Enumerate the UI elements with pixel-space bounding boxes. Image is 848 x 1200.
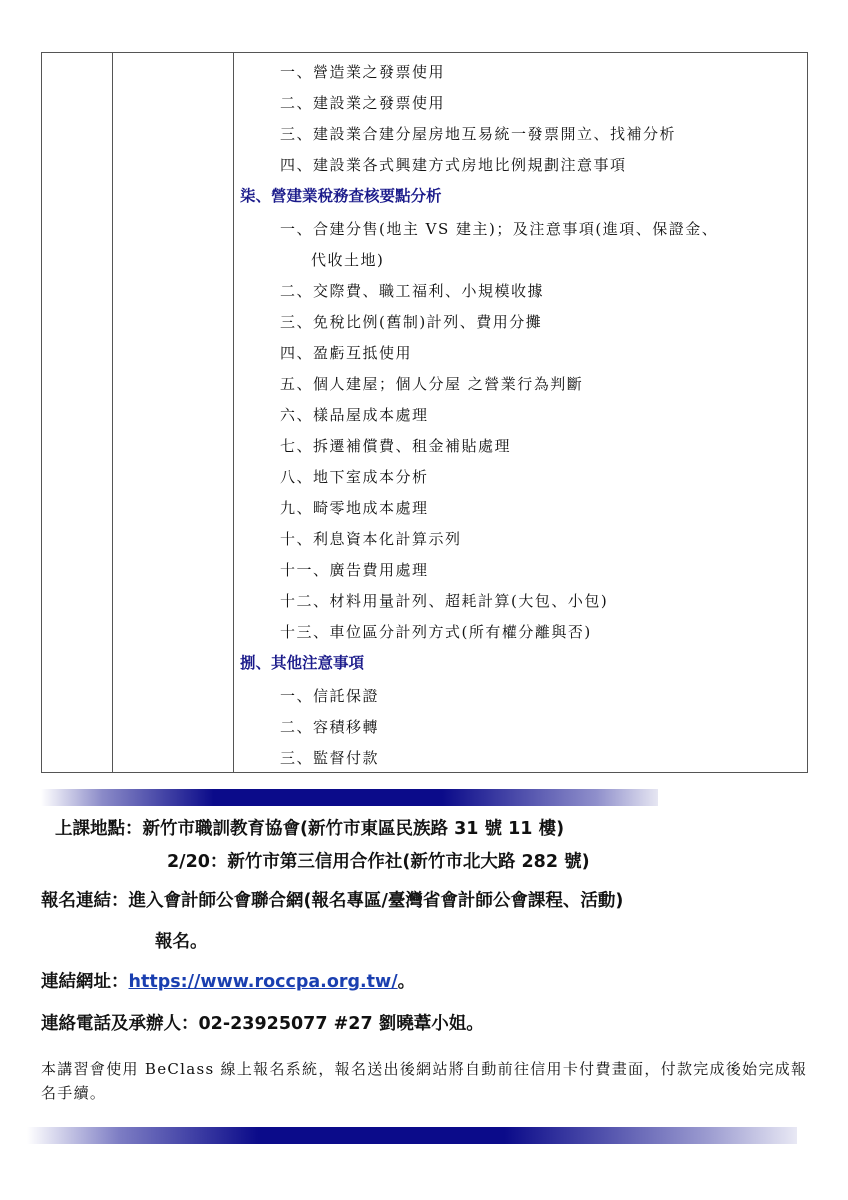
contact-line: 連絡電話及承辦人：02-23925077 #27 劉曉葦小姐。 — [41, 1014, 484, 1034]
signup-line — [41, 889, 623, 913]
outline-item-continued: 代收土地) — [311, 251, 385, 269]
outline-item: 四、盈虧互抵使用 — [280, 344, 413, 362]
outline-item: 六、樣品屋成本處理 — [280, 406, 429, 424]
section-heading: 捌、其他注意事項 — [240, 654, 365, 672]
outline-item: 十、利息資本化計算示列 — [280, 530, 462, 548]
url-line — [41, 970, 415, 994]
location-alt-line: 2/20：新竹市第三信用合作社(新竹市北大路 282 號) — [167, 852, 590, 872]
outline-item: 七、拆遷補償費、租金補貼處理 — [280, 437, 512, 455]
outline-item: 四、建設業各式興建方式房地比例規劃注意事項 — [280, 156, 627, 174]
roccpa-link[interactable]: https://www.roccpa.org.tw/ — [128, 972, 398, 992]
outline-item: 二、建設業之發票使用 — [280, 94, 446, 112]
gradient-bar-bottom — [27, 1127, 797, 1144]
outline-item: 五、個人建屋；個人分屋 之營業行為判斷 — [280, 375, 584, 393]
location-line — [55, 817, 564, 841]
outline-item: 二、容積移轉 — [280, 718, 380, 736]
registration-note: 本講習會使用 BeClass 線上報名系統，報名送出後網站將自動前往信用卡付費畫面，付款完成後始完成報名手續。 — [41, 1060, 808, 1102]
signup-text: 進入會計師公會聯合網(報名專區/臺灣省會計師公會課程、活動) — [128, 891, 624, 911]
outline-item: 九、畸零地成本處理 — [280, 499, 429, 517]
location-value: 新竹市職訓教育協會(新竹市東區民族路 31 號 11 樓) — [142, 819, 565, 839]
outline-table — [41, 52, 808, 773]
outline-item: 三、建設業合建分屋房地互易統一發票開立、找補分析 — [280, 125, 677, 143]
location-label: 上課地點： — [55, 819, 143, 839]
outline-item: 十二、材料用量計列、超耗計算(大包、小包) — [280, 592, 609, 610]
outline-item: 三、免稅比例(舊制)計列、費用分攤 — [280, 313, 543, 331]
column-divider-1 — [112, 53, 113, 772]
outline-item: 一、營造業之發票使用 — [280, 63, 446, 81]
signup-line-2: 報名。 — [155, 932, 208, 952]
outline-item: 二、交際費、職工福利、小規模收據 — [280, 282, 545, 300]
gradient-bar-top — [41, 789, 658, 806]
section-heading: 柒、營建業稅務查核要點分析 — [240, 187, 442, 205]
outline-item: 一、合建分售(地主 VS 建主)；及注意事項(進項、保證金、 — [280, 220, 719, 238]
outline-item: 八、地下室成本分析 — [280, 468, 429, 486]
outline-item: 一、信託保證 — [280, 687, 380, 705]
outline-item: 十一、廣告費用處理 — [280, 561, 429, 579]
signup-label: 報名連結： — [41, 891, 129, 911]
url-suffix: 。 — [397, 972, 416, 992]
url-label: 連結網址： — [41, 972, 129, 992]
outline-item: 十三、車位區分計列方式(所有權分離與否) — [280, 623, 592, 641]
outline-item: 三、監督付款 — [280, 749, 380, 767]
